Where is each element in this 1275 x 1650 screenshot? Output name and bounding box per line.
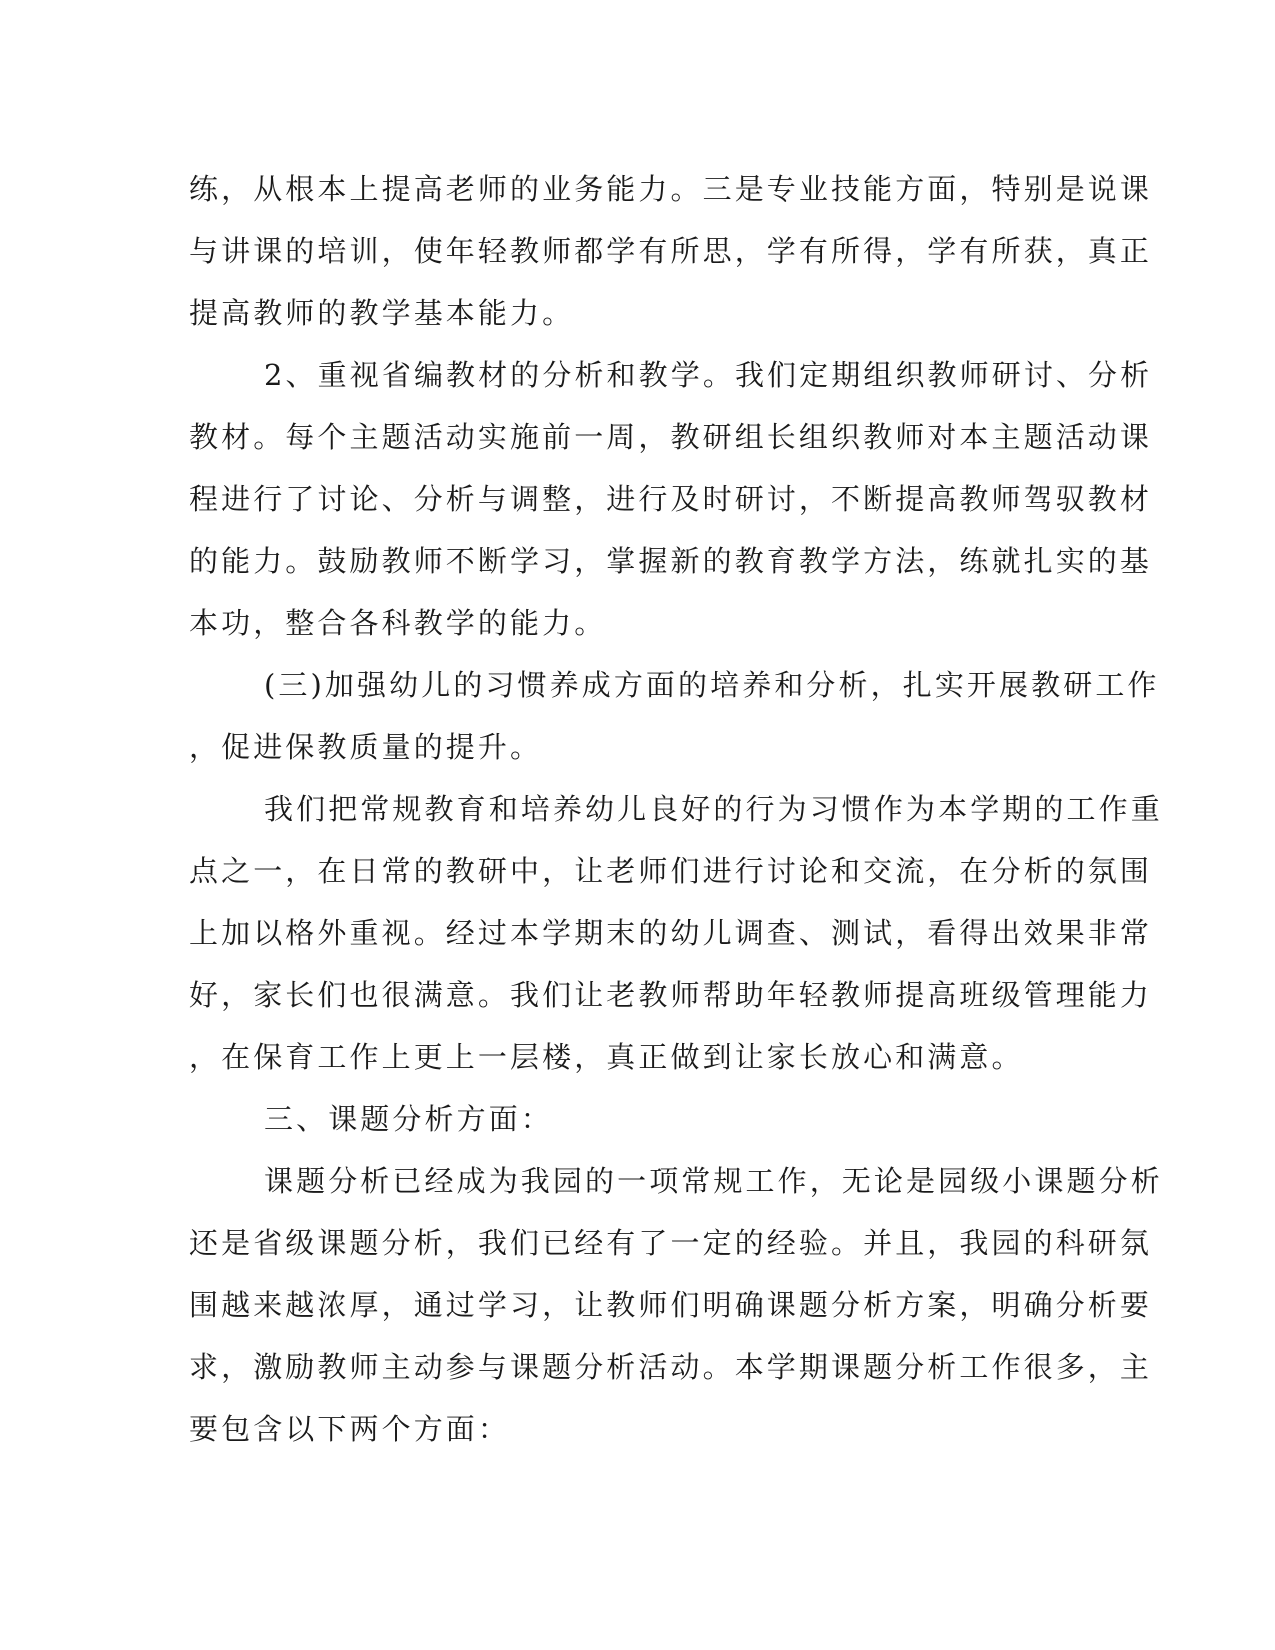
text-line: 与讲课的培训，使年轻教师都学有所思，学有所得，学有所获，真正 <box>189 234 1153 268</box>
text-line: 上加以格外重视。经过本学期末的幼儿调查、测试，看得出效果非常 <box>189 916 1153 950</box>
text-line: ，在保育工作上更上一层楼，真正做到让家长放心和满意。 <box>189 1040 1024 1074</box>
text-line: 围越来越浓厚，通过学习，让教师们明确课题分析方案，明确分析要 <box>189 1288 1153 1322</box>
paragraph-start-line: 2、重视省编教材的分析和教学。我们定期组织教师研讨、分析 <box>264 358 1153 392</box>
section-heading-line: (三)加强幼儿的习惯养成方面的培养和分析，扎实开展教研工作 <box>264 668 1160 702</box>
paragraph-start-line: 课题分析已经成为我园的一项常规工作，无论是园级小课题分析 <box>264 1164 1163 1198</box>
text-line: 练，从根本上提高老师的业务能力。三是专业技能方面，特别是说课 <box>189 172 1153 206</box>
text-line: 点之一，在日常的教研中，让老师们进行讨论和交流，在分析的氛围 <box>189 854 1153 888</box>
text-line: 求，激励教师主动参与课题分析活动。本学期课题分析工作很多，主 <box>189 1350 1153 1384</box>
text-line: 还是省级课题分析，我们已经有了一定的经验。并且，我园的科研氛 <box>189 1226 1153 1260</box>
text-line: 本功，整合各科教学的能力。 <box>189 606 607 640</box>
text-line: 好，家长们也很满意。我们让老教师帮助年轻教师提高班级管理能力 <box>189 978 1153 1012</box>
text-line: 程进行了讨论、分析与调整，进行及时研讨，不断提高教师驾驭教材 <box>189 482 1153 516</box>
text-line: 提高教师的教学基本能力。 <box>189 296 575 330</box>
text-line: ，促进保教质量的提升。 <box>189 730 543 764</box>
text-line: 教材。每个主题活动实施前一周，教研组长组织教师对本主题活动课 <box>189 420 1153 454</box>
paragraph-start-line: 我们把常规教育和培养幼儿良好的行为习惯作为本学期的工作重 <box>264 792 1163 826</box>
text-line: 要包含以下两个方面： <box>189 1412 511 1446</box>
text-line: 的能力。鼓励教师不断学习，掌握新的教育教学方法，练就扎实的基 <box>189 544 1153 578</box>
document-body <box>189 158 1163 1460</box>
section-heading-line: 三、课题分析方面： <box>264 1102 553 1136</box>
